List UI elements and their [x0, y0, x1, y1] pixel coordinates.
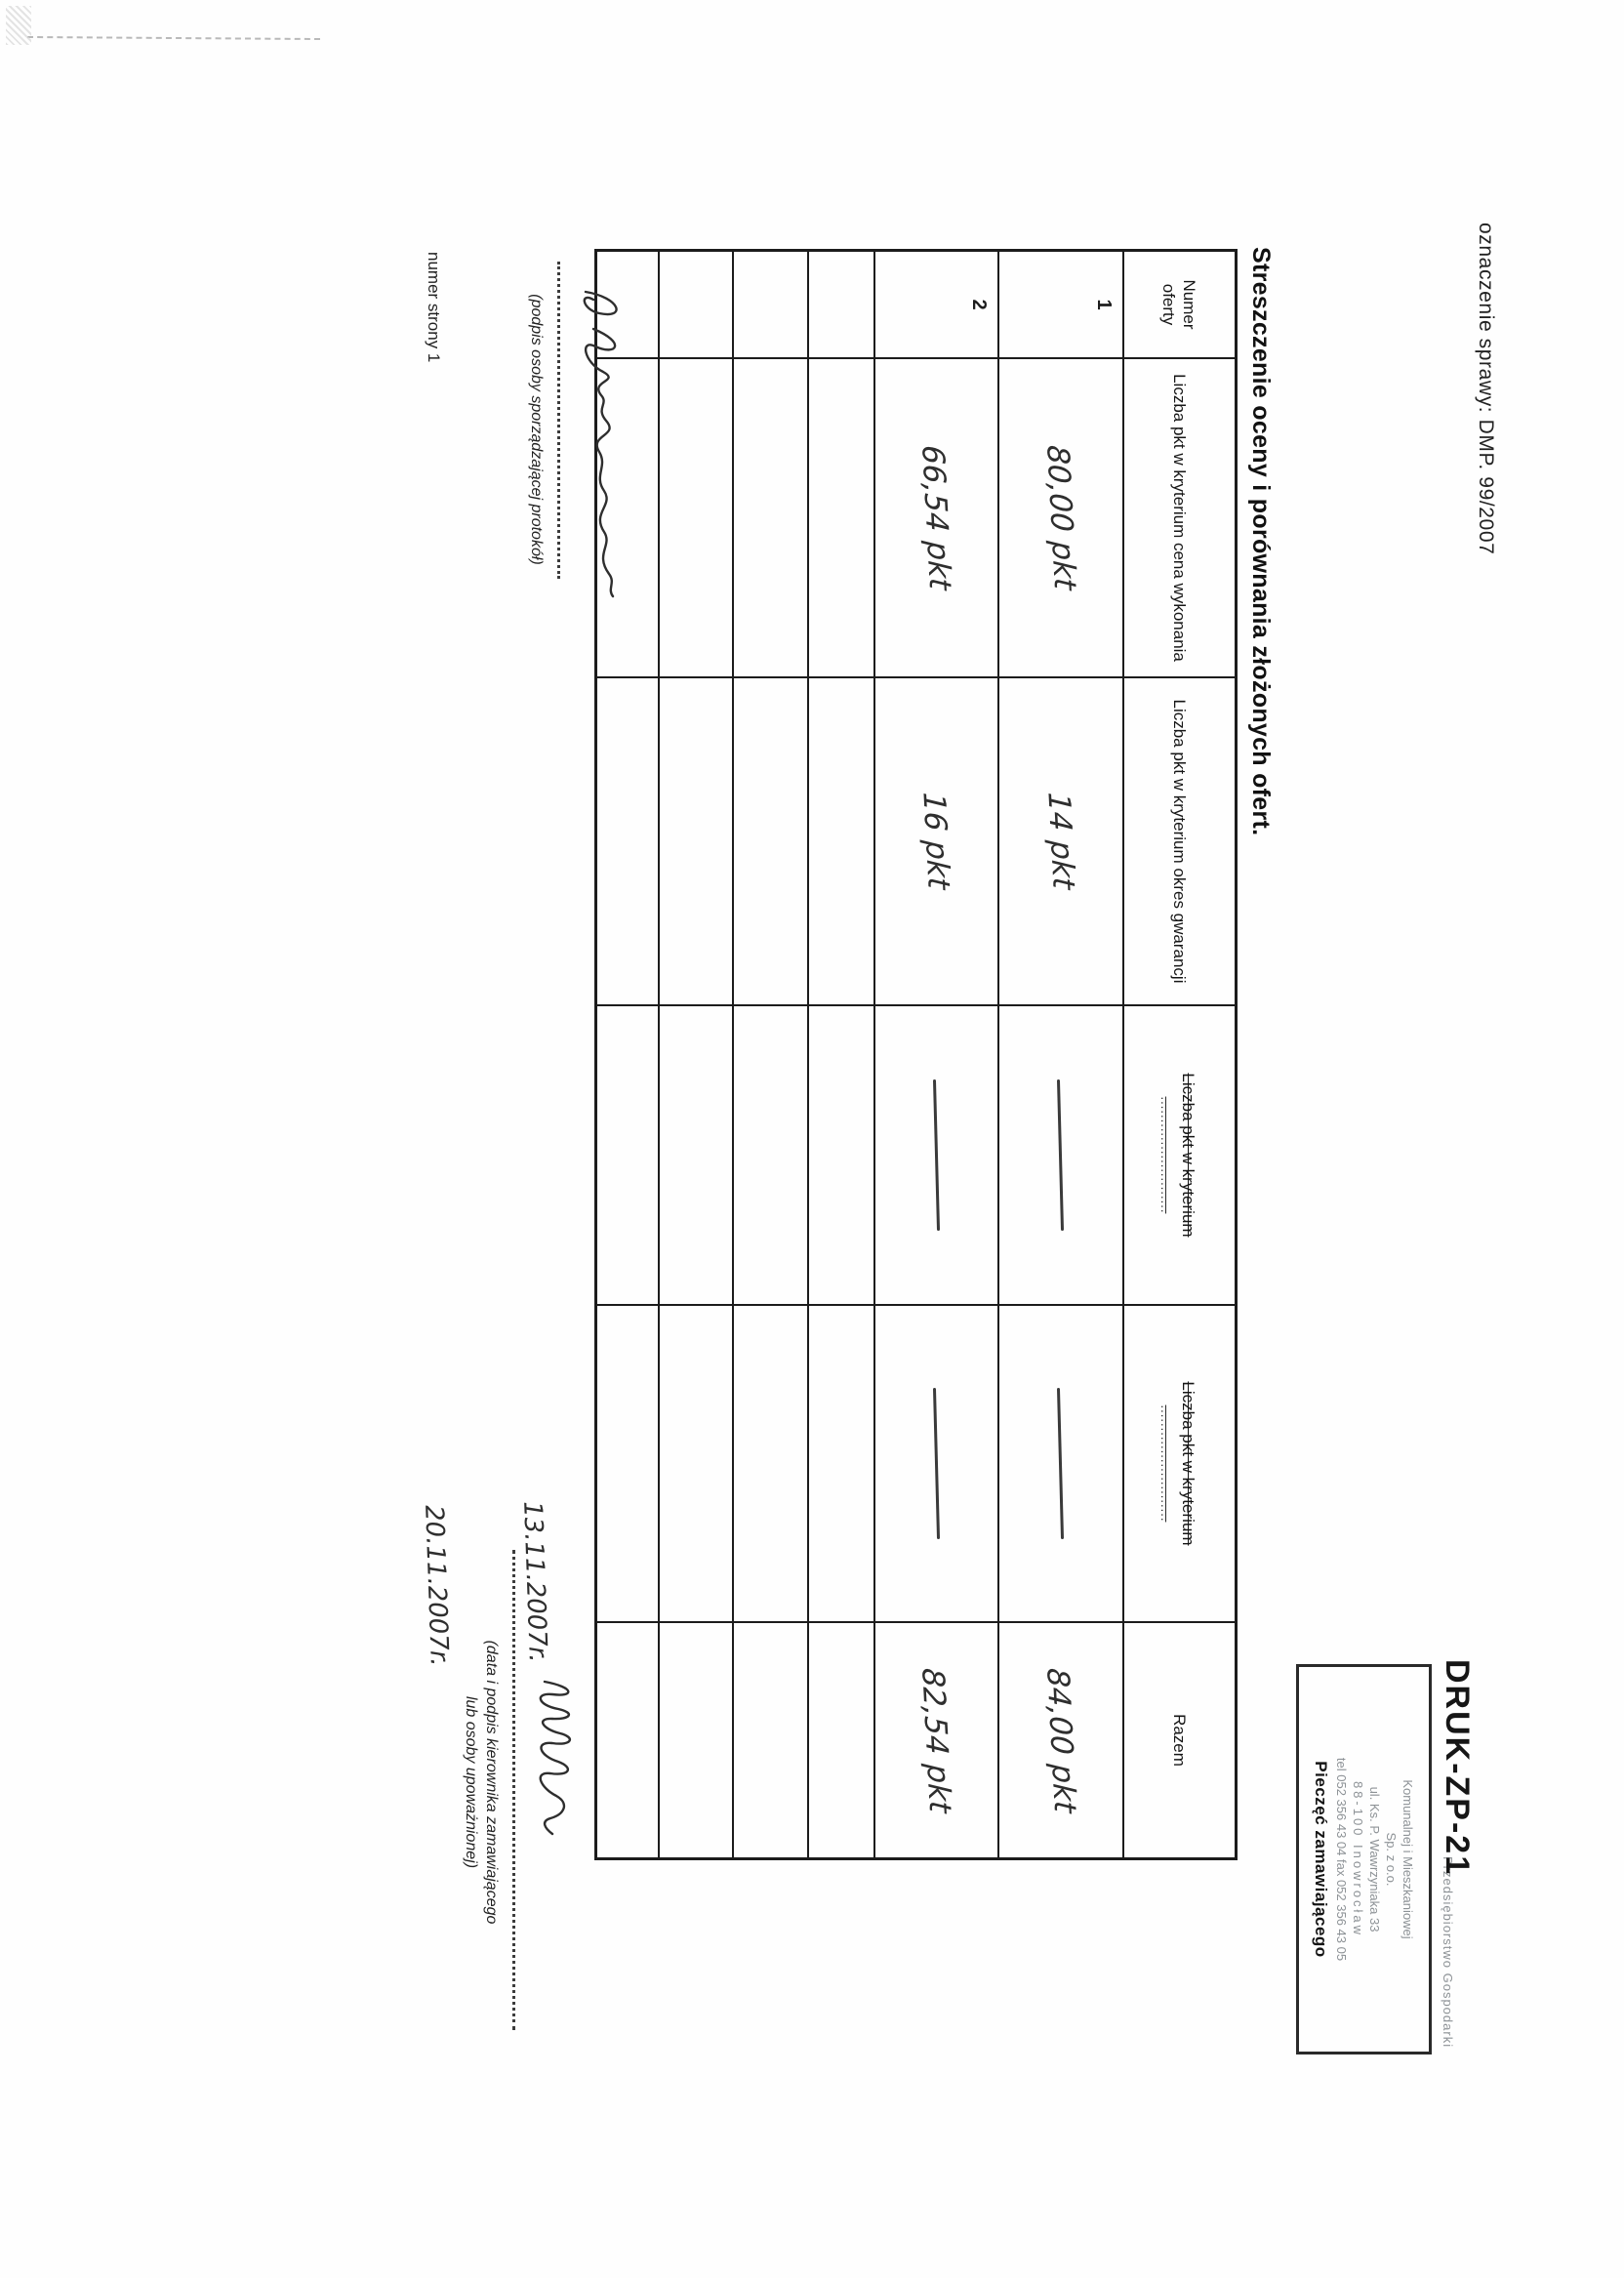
handwritten-value: 82,54 pkt: [914, 1666, 958, 1814]
empty-cell: [732, 1623, 807, 1857]
stamp-caption: Pieczęć zamawiającego: [1312, 1761, 1331, 1958]
empty-cell: [658, 1006, 732, 1306]
stamp-city-line: 88-100 Inowrocław: [1351, 1780, 1366, 1938]
case-reference-label: oznaczenie sprawy: DMP. 99/2007: [1475, 223, 1497, 555]
header-cell-warranty-criterion: [1122, 678, 1235, 1006]
empty-cell: [597, 1623, 658, 1857]
handwritten-value: 66,54 pkt: [914, 444, 958, 591]
table-row-2-offer-number: [873, 252, 997, 359]
handwritten-value: 80,00 pkt: [1039, 444, 1082, 591]
header-cell-total: [1122, 1623, 1235, 1857]
handwritten-dash-mark: [1057, 1388, 1064, 1539]
table-row-1-warranty-points: [997, 678, 1122, 1006]
header-label: Liczba pkt w kryterium okres gwarancji: [1170, 699, 1189, 984]
stamp-address-line: ul. Ks. P. Wawrzyniaka 33: [1367, 1786, 1383, 1932]
empty-cell: [658, 359, 732, 678]
stamp-company-line-3: Sp. z o.o.: [1384, 1832, 1400, 1887]
handwritten-value: 14 pkt: [1040, 792, 1081, 891]
signature-dotted-line: [512, 1550, 515, 2030]
handwritten-date: 13.11.2007r.: [517, 1500, 552, 1663]
header-label: Razem: [1170, 1714, 1189, 1767]
dotted-filler-line: ..........................: [1158, 1404, 1173, 1523]
empty-cell: [658, 1306, 732, 1623]
header-cell-unused-criterion-1: [1122, 1006, 1235, 1306]
table-row-2-unused-criterion-1: [873, 1006, 997, 1306]
empty-cell: [597, 678, 658, 1006]
offer-number: 1: [1093, 299, 1115, 310]
manager-date-and-signature: [517, 1500, 588, 1838]
preparer-signature-caption: (podpis osoby sporządzającej protokół): [528, 294, 545, 565]
empty-cell: [732, 1006, 807, 1306]
header-cell-price-criterion: [1122, 359, 1235, 678]
handwritten-date-secondary: 20.11.2007r.: [419, 1504, 454, 1667]
empty-cell: [658, 252, 732, 359]
empty-cell: [732, 359, 807, 678]
handwritten-dash-mark: [933, 1079, 940, 1231]
empty-cell: [807, 1006, 873, 1306]
stamp-phone-line: tel 052 356 43 04 fax 052 356 43 05: [1334, 1757, 1350, 1962]
header-cell-unused-criterion-2: [1122, 1306, 1235, 1623]
empty-cell: [597, 1006, 658, 1306]
stamp-box: [1296, 1664, 1432, 2054]
empty-cell: [807, 252, 873, 359]
table-row-2-warranty-points: [873, 678, 997, 1006]
table-row-1-price-points: [997, 359, 1122, 678]
table-row-1-unused-criterion-2: [997, 1306, 1122, 1623]
handwritten-value: 84,00 pkt: [1039, 1666, 1082, 1814]
header-label-struck: Liczba pkt w kryterium: [1179, 1381, 1198, 1546]
header-label: Liczba pkt w kryterium cena wykonania: [1170, 374, 1189, 662]
empty-cell: [658, 678, 732, 1006]
handwritten-dash-mark: [933, 1388, 940, 1539]
signature-dotted-line: [557, 262, 560, 579]
table-row-1-unused-criterion-1: [997, 1006, 1122, 1306]
empty-cell: [807, 678, 873, 1006]
offers-comparison-table: [594, 249, 1238, 1860]
handwritten-value: 16 pkt: [915, 792, 957, 891]
manager-caption-line-1: (data i podpis kierownika zamawiającego: [483, 1640, 500, 1925]
empty-cell: [658, 1623, 732, 1857]
empty-cell: [732, 252, 807, 359]
table-row-2-price-points: [873, 359, 997, 678]
page-title: Streszczenie oceny i porównania złożonych ofert.: [1247, 247, 1275, 836]
stamp-company-line-1: Przedsiębiorstwo Gospodarki: [1441, 1856, 1455, 2049]
header-cell-offer-number: [1122, 252, 1235, 359]
form-code-label: DRUK-ZP-21: [1439, 1659, 1476, 1877]
table-row-1-total-points: [997, 1623, 1122, 1857]
header-label-struck: Liczba pkt w kryterium: [1179, 1073, 1198, 1238]
manager-signature-caption: [461, 1528, 502, 2036]
preparer-handwritten-signature: [551, 278, 636, 610]
page-number-label: numer strony 1: [425, 252, 443, 363]
empty-cell: [597, 1306, 658, 1623]
empty-cell: [807, 1306, 873, 1623]
empty-cell: [807, 1623, 873, 1857]
table-row-1-offer-number: [997, 252, 1122, 359]
dotted-filler-line: ..........................: [1158, 1096, 1173, 1214]
table-row-2-unused-criterion-2: [873, 1306, 997, 1623]
table-row-2-total-points: [873, 1623, 997, 1857]
empty-cell: [807, 359, 873, 678]
manager-handwritten-signature: [520, 1672, 588, 1838]
offer-number: 2: [968, 299, 990, 310]
header-label: Numer oferty: [1159, 279, 1199, 330]
stamp-company-line-2: Komunalnej i Mieszkaniowej: [1401, 1779, 1416, 1939]
manager-caption-line-2: lub osoby upoważnionej): [463, 1695, 479, 1869]
empty-cell: [732, 1306, 807, 1623]
handwritten-dash-mark: [1057, 1079, 1064, 1231]
empty-cell: [732, 678, 807, 1006]
